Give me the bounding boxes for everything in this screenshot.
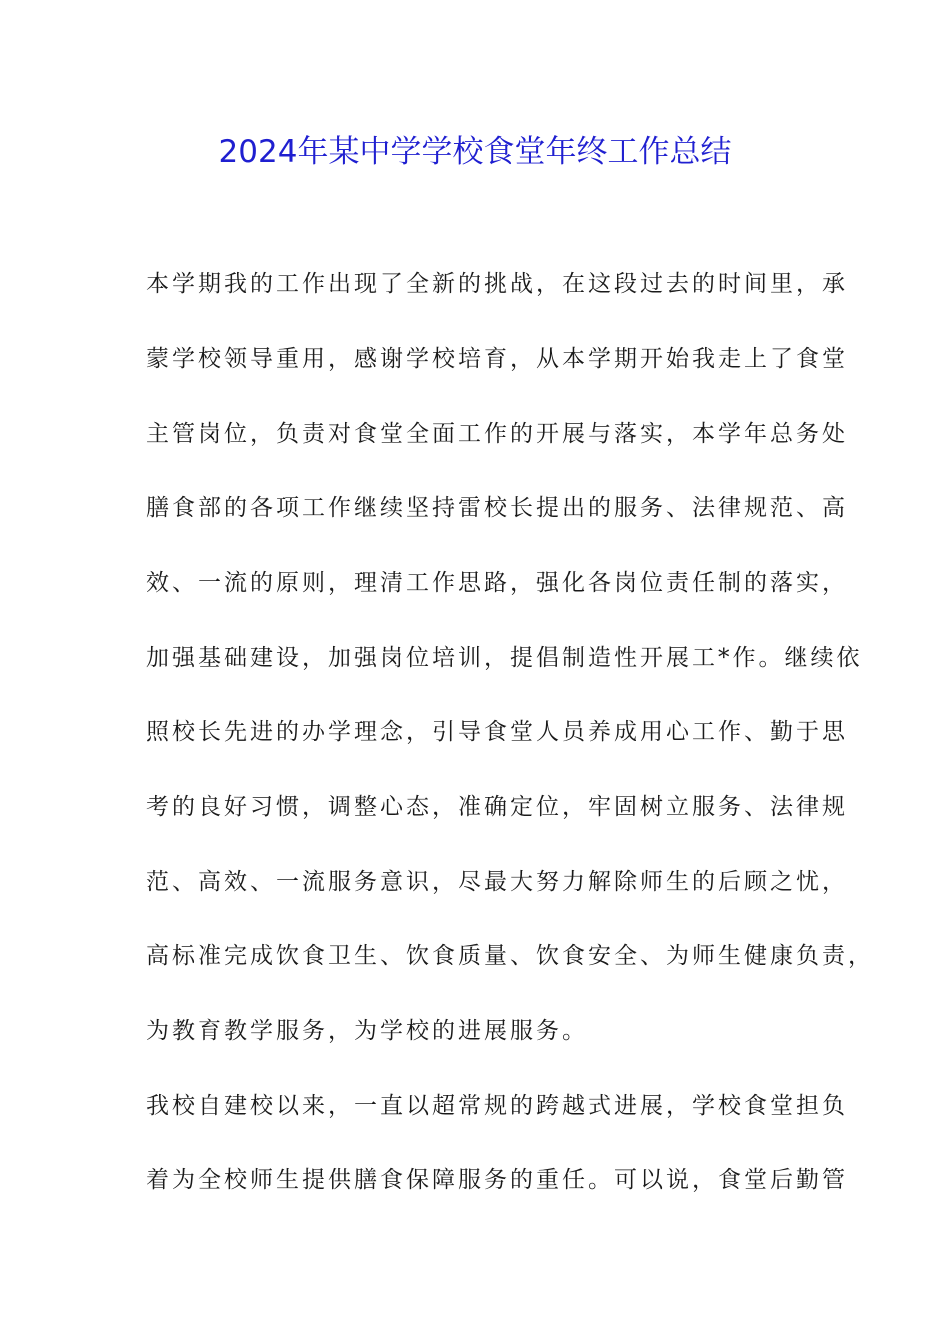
paragraph-1-line-5: 效、一流的原则，理清工作思路，强化各岗位责任制的落实， xyxy=(146,570,848,596)
paragraph-1-line-10: 高标准完成饮食卫生、饮食质量、饮食安全、为师生健康负责， xyxy=(146,943,874,969)
paragraph-1-line-6: 加强基础建设，加强岗位培训，提倡制造性开展工*作。继续依 xyxy=(146,645,863,671)
paragraph-2-line-1: 我校自建校以来，一直以超常规的跨越式进展，学校食堂担负 xyxy=(146,1093,848,1119)
paragraph-1-line-8: 考的良好习惯，调整心态，准确定位，牢固树立服务、法律规 xyxy=(146,794,848,820)
paragraph-1-line-11: 为教育教学服务，为学校的进展服务。 xyxy=(146,1018,588,1044)
paragraph-1-line-7: 照校长先进的办学理念，引导食堂人员养成用心工作、勤于思 xyxy=(146,719,848,745)
document-title: 2024年某中学学校食堂年终工作总结 xyxy=(218,134,732,170)
paragraph-1-line-4: 膳食部的各项工作继续坚持雷校长提出的服务、法律规范、高 xyxy=(146,495,848,521)
paragraph-1-line-9: 范、高效、一流服务意识，尽最大努力解除师生的后顾之忧， xyxy=(146,869,848,895)
paragraph-1-line-1: 本学期我的工作出现了全新的挑战，在这段过去的时间里，承 xyxy=(146,271,848,297)
paragraph-2-line-2: 着为全校师生提供膳食保障服务的重任。可以说，食堂后勤管 xyxy=(146,1167,848,1193)
paragraph-1-line-3: 主管岗位，负责对食堂全面工作的开展与落实，本学年总务处 xyxy=(146,421,848,447)
paragraph-1-line-2: 蒙学校领导重用，感谢学校培育，从本学期开始我走上了食堂 xyxy=(146,346,848,372)
